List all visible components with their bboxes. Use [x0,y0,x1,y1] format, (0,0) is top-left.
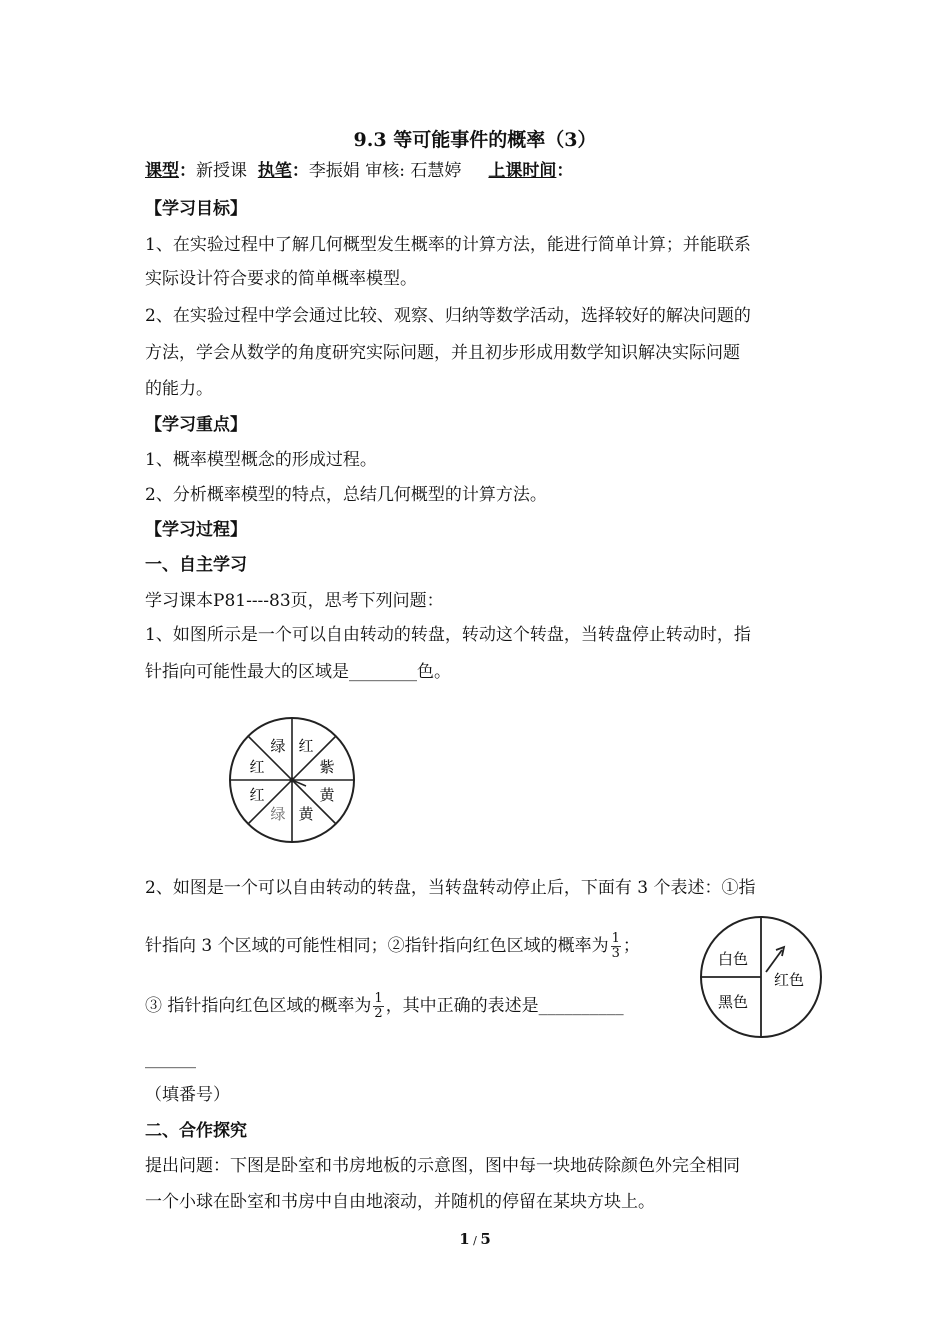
sector-label: 红 [298,737,314,755]
objective-2-line-1: 2、在实验过程中学会通过比较、观察、归纳等数学活动，选择较好的解决问题的 [145,306,751,326]
region-label-red: 红色 [773,971,805,989]
keypoints-heading: 【学习重点】 [145,415,247,435]
question-2-line-3: ③ 指针指向红色区域的概率为 $\frac{1}{2}$ ，其中正确的表述是__________ [145,991,624,1021]
process-heading: 【学习过程】 [145,520,247,540]
objective-2-line-2: 方法，学会从数学的角度研究实际问题，并且初步形成用数学知识解决实际问题 [145,343,740,363]
sector-label: 红 [249,758,265,776]
question-2-line-4: ______ [145,1049,196,1069]
meta-line: 课型：新授课 执笔：李振娟 审核: 石慧婷 上课时间： [145,161,574,181]
objective-2-line-3: 的能力。 [145,379,213,399]
sector-label: 黄 [298,805,314,823]
fraction-one-half: $\frac{1}{2}$ [374,991,383,1021]
region-label-white: 白色 [717,950,749,968]
problem-line-1: 提出问题：下图是卧室和书房地板的示意图，图中每一块地砖除颜色外完全相同 [145,1156,740,1176]
page-title: 9.3 等可能事件的概率（3） [353,129,597,151]
question-2-line-2: 针指向 3 个区域的可能性相同；②指针指向红色区域的概率为 $\frac{1}{3}$ ； [145,931,640,961]
class-time-label: 上课时间 [488,161,557,181]
course-type-value: 新授课 [196,161,247,181]
current-page: 1 [459,1230,470,1248]
reviewer: 审核: 石慧婷 [365,161,462,181]
fraction-one-third: $\frac{1}{3}$ [611,931,620,961]
question-2-line-5: （填番号） [145,1085,230,1105]
objectives-heading: 【学习目标】 [145,199,247,219]
section-2-heading: 二、合作探究 [145,1121,247,1141]
keypoint-2: 2、分析概率模型的特点，总结几何概型的计算方法。 [145,485,547,505]
question-1-line-2: 针指向可能性最大的区域是________色。 [145,662,451,682]
page-number: 1 / 5 [459,1230,491,1248]
section-1-heading: 一、自主学习 [145,555,247,575]
author-label: 执笔 [257,161,292,181]
total-pages: 5 [480,1230,491,1248]
sector-label: 红 [249,786,265,804]
objective-1-line-2: 实际设计符合要求的简单概率模型。 [145,269,417,289]
problem-line-2: 一个小球在卧室和书房中自由地滚动，并随机的停留在某块方块上。 [145,1192,655,1212]
spinner-three-regions [696,912,826,1042]
author-value: 李振娟 [308,161,360,181]
region-label-black: 黑色 [717,993,749,1011]
study-intro: 学习课本P81----83页，思考下列问题： [145,591,444,611]
course-type-label: 课型 [145,161,179,181]
question-2-line-1: 2、如图是一个可以自由转动的转盘，当转盘转动停止后，下面有 3 个表述：①指 [145,878,756,898]
question-1-line-1: 1、如图所示是一个可以自由转动的转盘，转动这个转盘，当转盘停止转动时，指 [145,625,751,645]
sector-label: 紫 [319,758,335,776]
objective-1-line-1: 1、在实验过程中了解几何概型发生概率的计算方法，能进行简单计算；并能联系 [145,235,751,255]
keypoint-1: 1、概率模型概念的形成过程。 [145,450,377,470]
spinner-eight-sectors [222,710,362,850]
sector-label: 黄 [319,786,335,804]
sector-label: 绿 [270,805,286,823]
sector-label: 绿 [270,737,286,755]
